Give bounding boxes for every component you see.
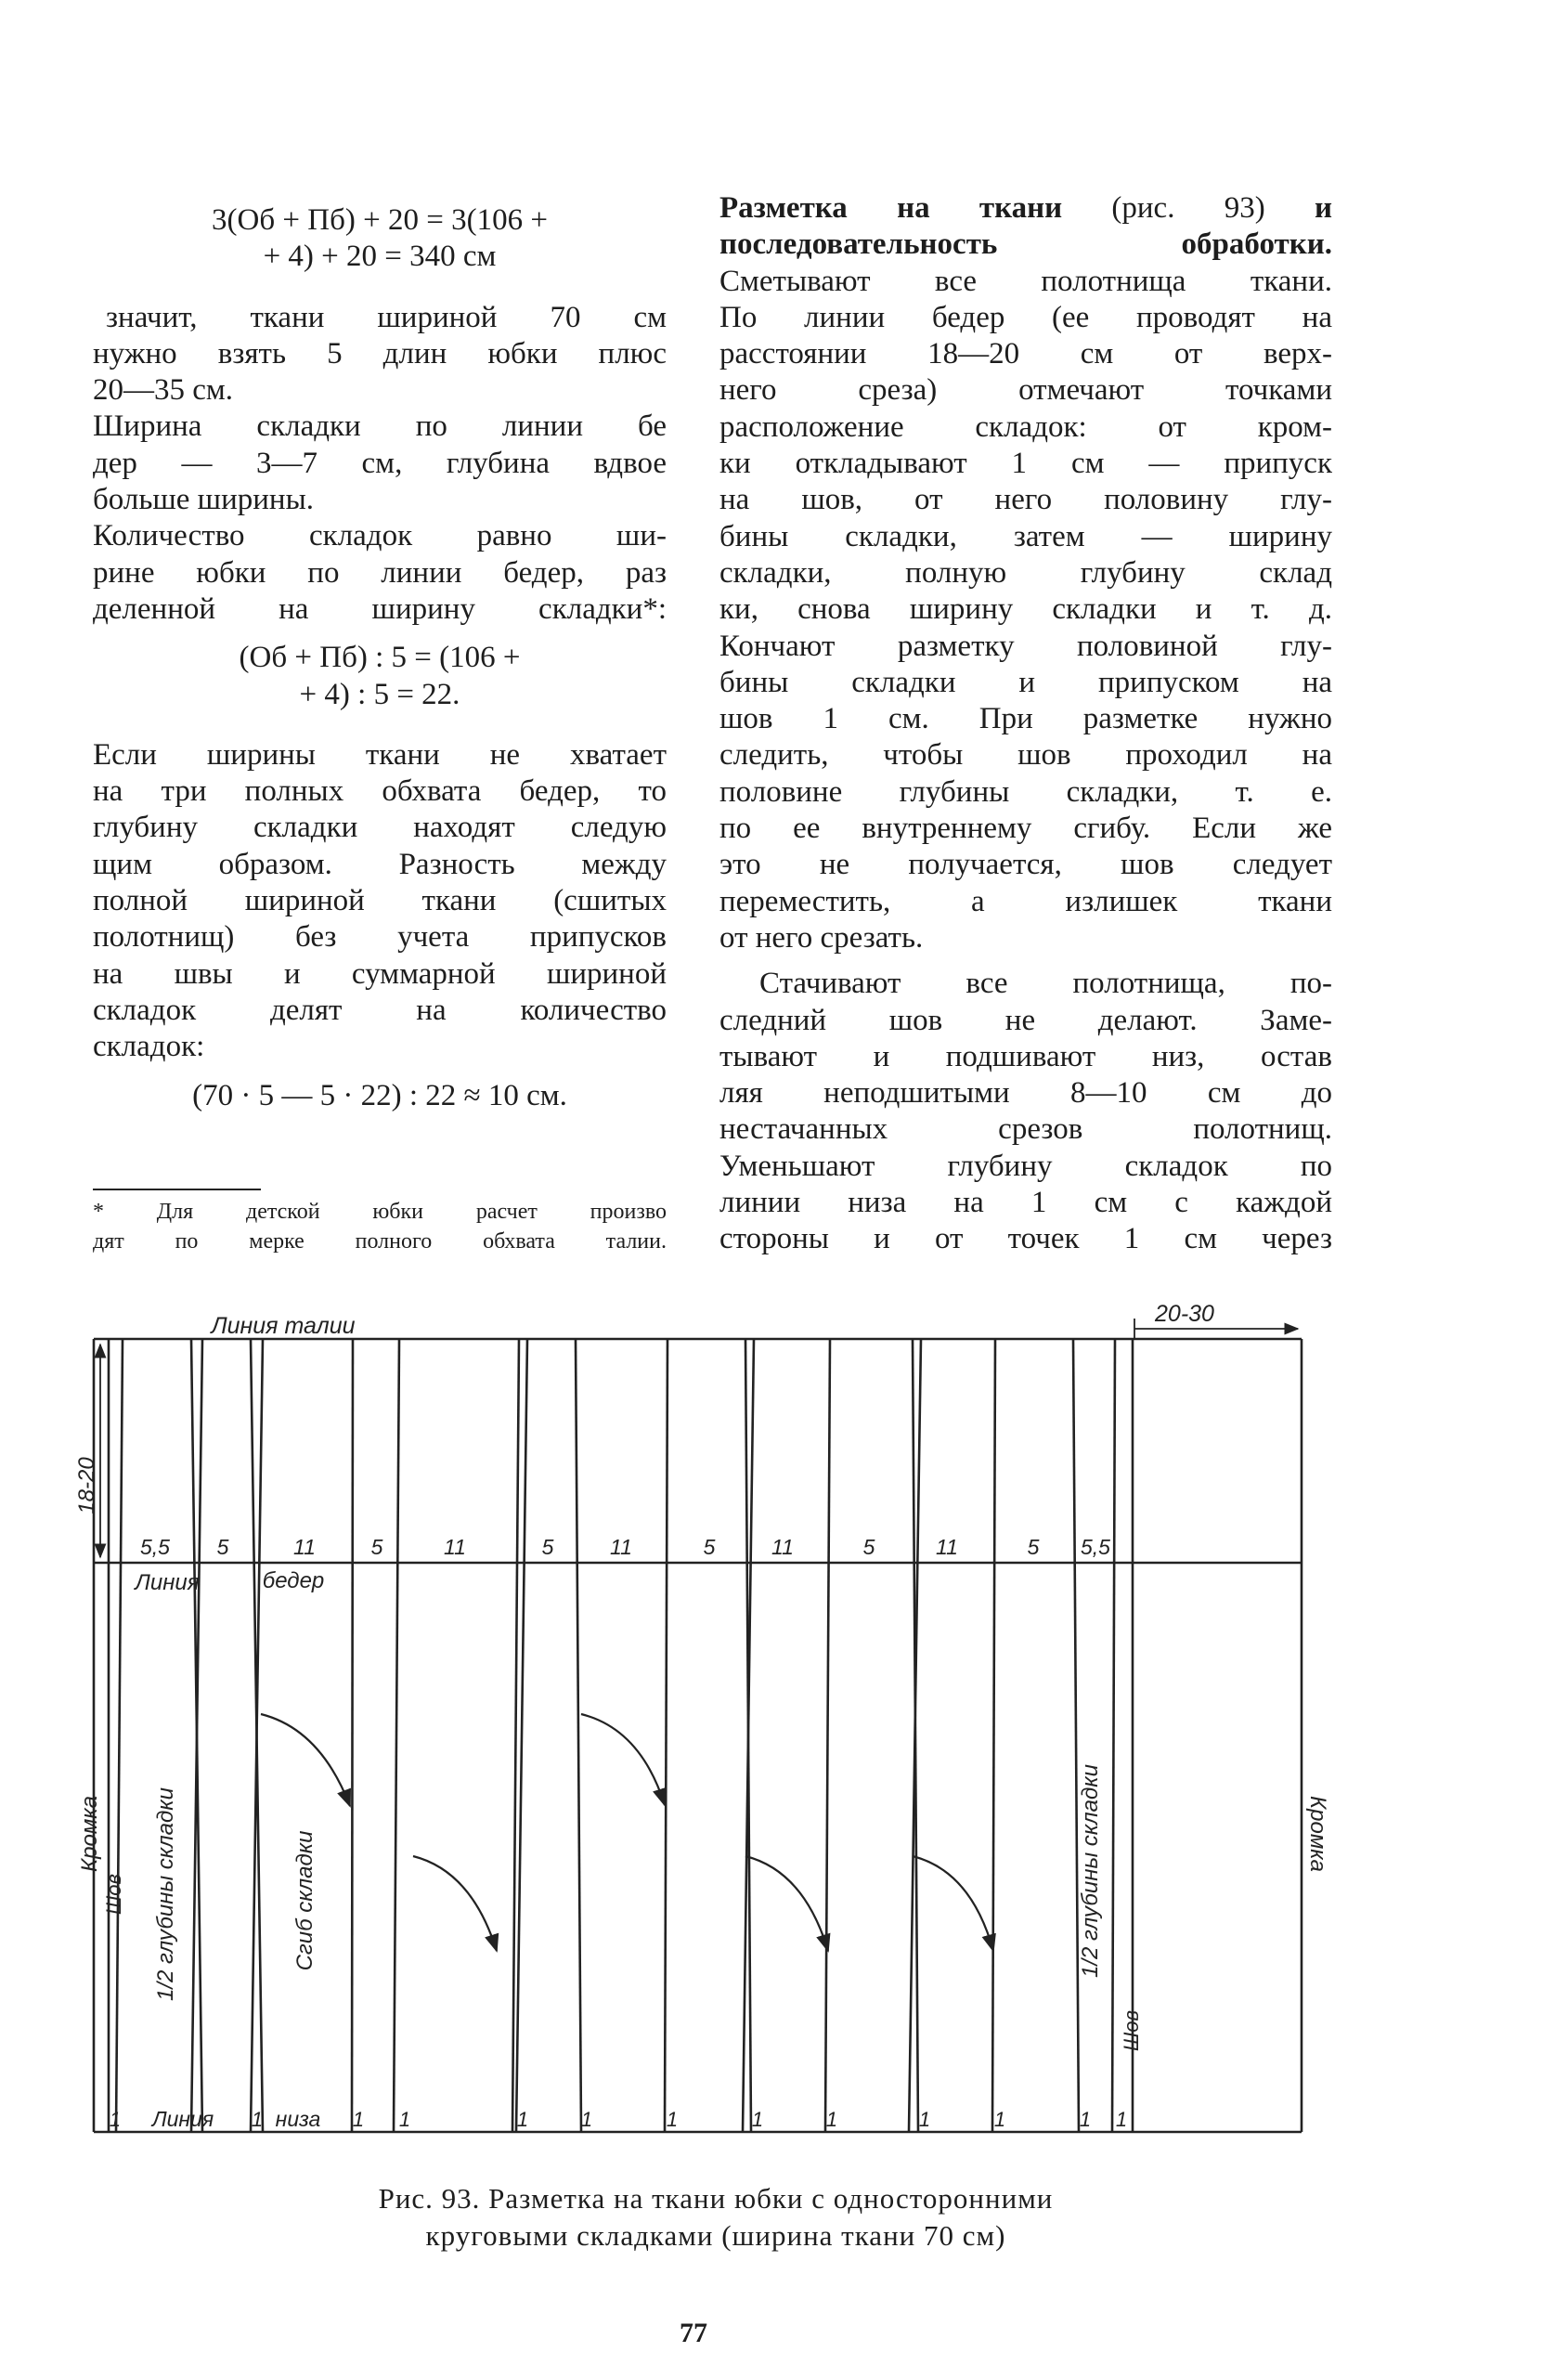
text-line: Сметывают все полотнища ткани. bbox=[719, 264, 1332, 298]
hem-mark: 1 bbox=[580, 2108, 593, 2131]
section-heading bbox=[719, 190, 1332, 227]
text-line: По линии бедер (ее проводят на bbox=[719, 300, 1332, 334]
segment-width-label: 5 bbox=[370, 1535, 383, 1559]
text-line: ляя неподшитыми 8—10 см до bbox=[719, 1076, 1332, 1111]
caption-line: круговыми складками (ширина ткани 70 см) bbox=[425, 2219, 1006, 2252]
text-line: рине юбки по линии бедер, раз bbox=[93, 555, 667, 590]
hem-mark: 1 bbox=[352, 2108, 365, 2131]
text-line: следить, чтобы шов проходил на bbox=[719, 738, 1332, 773]
segment-width-label: 11 bbox=[610, 1535, 632, 1559]
hip-line-label: Линия bbox=[135, 1570, 200, 1595]
text-line: Кончают разметку половиной глу- bbox=[719, 629, 1332, 663]
hem-mark: 1 bbox=[109, 2108, 122, 2131]
hem-mark: 1 bbox=[993, 2108, 1006, 2131]
text-line: Уменьшают глубину складок по bbox=[719, 1149, 1332, 1183]
text-line: на шов, от него половину глу- bbox=[719, 483, 1332, 517]
hem-mark: 1 bbox=[751, 2108, 764, 2131]
text-line: бины складки, затем — ширину bbox=[719, 519, 1332, 553]
hem-mark: 1 bbox=[516, 2108, 529, 2131]
text-line: Стачивают все полотнища, по- bbox=[759, 967, 1332, 1001]
text-line: дер — 3—7 см, глубина вдвое bbox=[93, 446, 667, 480]
text-line: складок делят на количество bbox=[93, 993, 667, 1027]
hem-mark: 1 bbox=[825, 2108, 838, 2131]
right-seam-label: Шов bbox=[1120, 2010, 1143, 2051]
text-line: значит, ткани шириной 70 см bbox=[106, 300, 667, 334]
text-line: расположение складок: от кром- bbox=[719, 409, 1332, 444]
fold-arrow bbox=[745, 1856, 828, 1951]
depth-label: 18-20 bbox=[74, 1457, 99, 1514]
text-line: половине глубины складки, т. е. bbox=[719, 774, 1332, 809]
segment-width-label: 5 bbox=[216, 1535, 229, 1559]
hem-mark: 1 bbox=[1079, 2108, 1092, 2131]
text-line: шов 1 см. При разметке нужно bbox=[719, 702, 1332, 736]
formula-line: 3(Об + Пб) + 20 = 3(106 + bbox=[212, 203, 548, 237]
section-heading-subtitle: последовательность обработки. bbox=[719, 227, 1332, 262]
figure-caption bbox=[283, 2180, 1148, 2255]
text-line: переместить, а излишек ткани bbox=[719, 884, 1332, 918]
fold-arrow bbox=[261, 1714, 350, 1806]
text-line: от него срезать. bbox=[719, 920, 924, 955]
fold-arrow bbox=[413, 1856, 497, 1951]
pleat-line bbox=[743, 1339, 754, 2132]
half-depth-label-right: 1/2 глубины складки bbox=[1078, 1764, 1103, 1978]
pleat-line bbox=[1073, 1339, 1079, 2132]
pleat-line bbox=[992, 1339, 995, 2132]
fold-arrow bbox=[581, 1714, 665, 1805]
footnote bbox=[93, 1197, 667, 1256]
allowance-label: 20-30 bbox=[1155, 1301, 1214, 1327]
right-selvage-label: Кромка bbox=[1305, 1796, 1330, 1872]
segment-width-label: 11 bbox=[444, 1535, 466, 1559]
segment-width-label: 5,5 bbox=[140, 1535, 170, 1559]
heading-title: Разметка на ткани bbox=[719, 191, 1063, 225]
text-line: складки, полную глубину склад bbox=[719, 555, 1332, 590]
hem-mark: 1 bbox=[251, 2108, 264, 2131]
hem-mark: 1 bbox=[918, 2108, 931, 2131]
segment-width-label: 11 bbox=[771, 1535, 794, 1559]
segment-width-label: 5 bbox=[1027, 1535, 1040, 1559]
segment-width-label: 5,5 bbox=[1081, 1535, 1110, 1559]
pleat-line bbox=[394, 1339, 399, 2132]
segment-width-label: 5 bbox=[703, 1535, 716, 1559]
pleat-line bbox=[116, 1339, 123, 2132]
formula-line: (Об + Пб) : 5 = (106 + bbox=[239, 641, 521, 675]
pleat-line bbox=[576, 1339, 581, 2132]
segment-width-label: 5 bbox=[862, 1535, 875, 1559]
text-line: бины складки и припуском на bbox=[719, 665, 1332, 699]
formula-line: + 4) : 5 = 22. bbox=[299, 677, 460, 711]
fold-arrow bbox=[913, 1856, 993, 1951]
right-column bbox=[719, 190, 1332, 1258]
text-line: больше ширины. bbox=[93, 483, 314, 517]
heading-conjunction: и bbox=[1315, 191, 1332, 225]
text-line: Ширина складки по линии бе bbox=[93, 409, 667, 444]
left-column bbox=[93, 202, 667, 1114]
text-line: нужно взять 5 длин юбки плюс bbox=[93, 336, 667, 370]
text-line: линии низа на 1 см с каждой bbox=[719, 1186, 1332, 1220]
text-line: ки откладывают 1 см — припуск bbox=[719, 447, 1332, 481]
hem-line-label: низа bbox=[275, 2107, 321, 2131]
text-line: полотнищ) без учета припусков bbox=[93, 920, 667, 955]
segment-width-label: 11 bbox=[293, 1535, 316, 1559]
fold-label: Сгиб складки bbox=[292, 1830, 317, 1971]
footnote-line: дят по мерке полного обхвата талии. bbox=[93, 1229, 667, 1254]
text-line: полной шириной ткани (сшитых bbox=[93, 884, 667, 918]
text-line: деленной на ширину складки*: bbox=[93, 591, 667, 626]
waist-line-label: Линия талии bbox=[211, 1313, 356, 1339]
hem-mark: 1 bbox=[666, 2108, 679, 2131]
text-line: ки, снова ширину складки и т. д. bbox=[719, 592, 1332, 627]
text-line: 20—35 см. bbox=[93, 373, 234, 408]
text-line: глубину складки находят следую bbox=[93, 811, 667, 845]
hem-line-label: Линия bbox=[151, 2107, 214, 2131]
text-line: тывают и подшивают низ, остав bbox=[719, 1039, 1332, 1073]
hip-line-label: бедер bbox=[262, 1568, 325, 1593]
formula-line: + 4) + 20 = 340 см bbox=[263, 240, 497, 274]
left-seam-label: Шов bbox=[102, 1874, 125, 1915]
text-line: на швы и суммарной шириной bbox=[93, 956, 667, 991]
text-line: по ее внутреннему сгибу. Если же bbox=[719, 812, 1332, 846]
text-line: стороны и от точек 1 см через bbox=[719, 1222, 1332, 1256]
figure-reference: (рис. 93) bbox=[1111, 191, 1265, 225]
text-line: на три полных обхвата бедер, то bbox=[93, 774, 667, 809]
text-line: следний шов не делают. Заме- bbox=[719, 1003, 1332, 1037]
text-line: расстоянии 18—20 см от верх- bbox=[719, 337, 1332, 371]
pleat-line bbox=[1112, 1339, 1115, 2132]
caption-line: Рис. 93. Разметка на ткани юбки с односторонними bbox=[378, 2182, 1054, 2215]
segment-width-label: 5 bbox=[541, 1535, 554, 1559]
hem-mark: 1 bbox=[398, 2108, 411, 2131]
page-number: 77 bbox=[680, 2318, 707, 2348]
pleat-line bbox=[909, 1339, 921, 2132]
text-line: него среза) отмечают точками bbox=[719, 373, 1332, 408]
footnote-line: * Для детской юбки расчет произво bbox=[93, 1200, 667, 1224]
half-depth-label-left: 1/2 глубины складки bbox=[153, 1787, 178, 2001]
segment-width-label: 11 bbox=[936, 1535, 958, 1559]
pleat-line bbox=[352, 1339, 353, 2132]
left-selvage-label: Кромка bbox=[77, 1796, 102, 1872]
text-line: Количество складок равно ши- bbox=[93, 519, 667, 553]
text-line: это не получается, шов следует bbox=[719, 848, 1332, 882]
formula-line: (70 · 5 — 5 · 22) : 22 ≈ 10 см. bbox=[192, 1078, 567, 1112]
hem-mark: 1 bbox=[1115, 2108, 1128, 2131]
text-line: щим образом. Разность между bbox=[93, 847, 667, 881]
pleat-layout-diagram bbox=[0, 1281, 1568, 2173]
text-line: нестачанных срезов полотнищ. bbox=[719, 1112, 1332, 1147]
text-line: складок: bbox=[93, 1030, 205, 1064]
text-line: Если ширины ткани не хватает bbox=[93, 737, 667, 772]
footnote-rule bbox=[93, 1189, 261, 1190]
pleat-line bbox=[825, 1339, 830, 2132]
pleat-line bbox=[665, 1339, 667, 2132]
